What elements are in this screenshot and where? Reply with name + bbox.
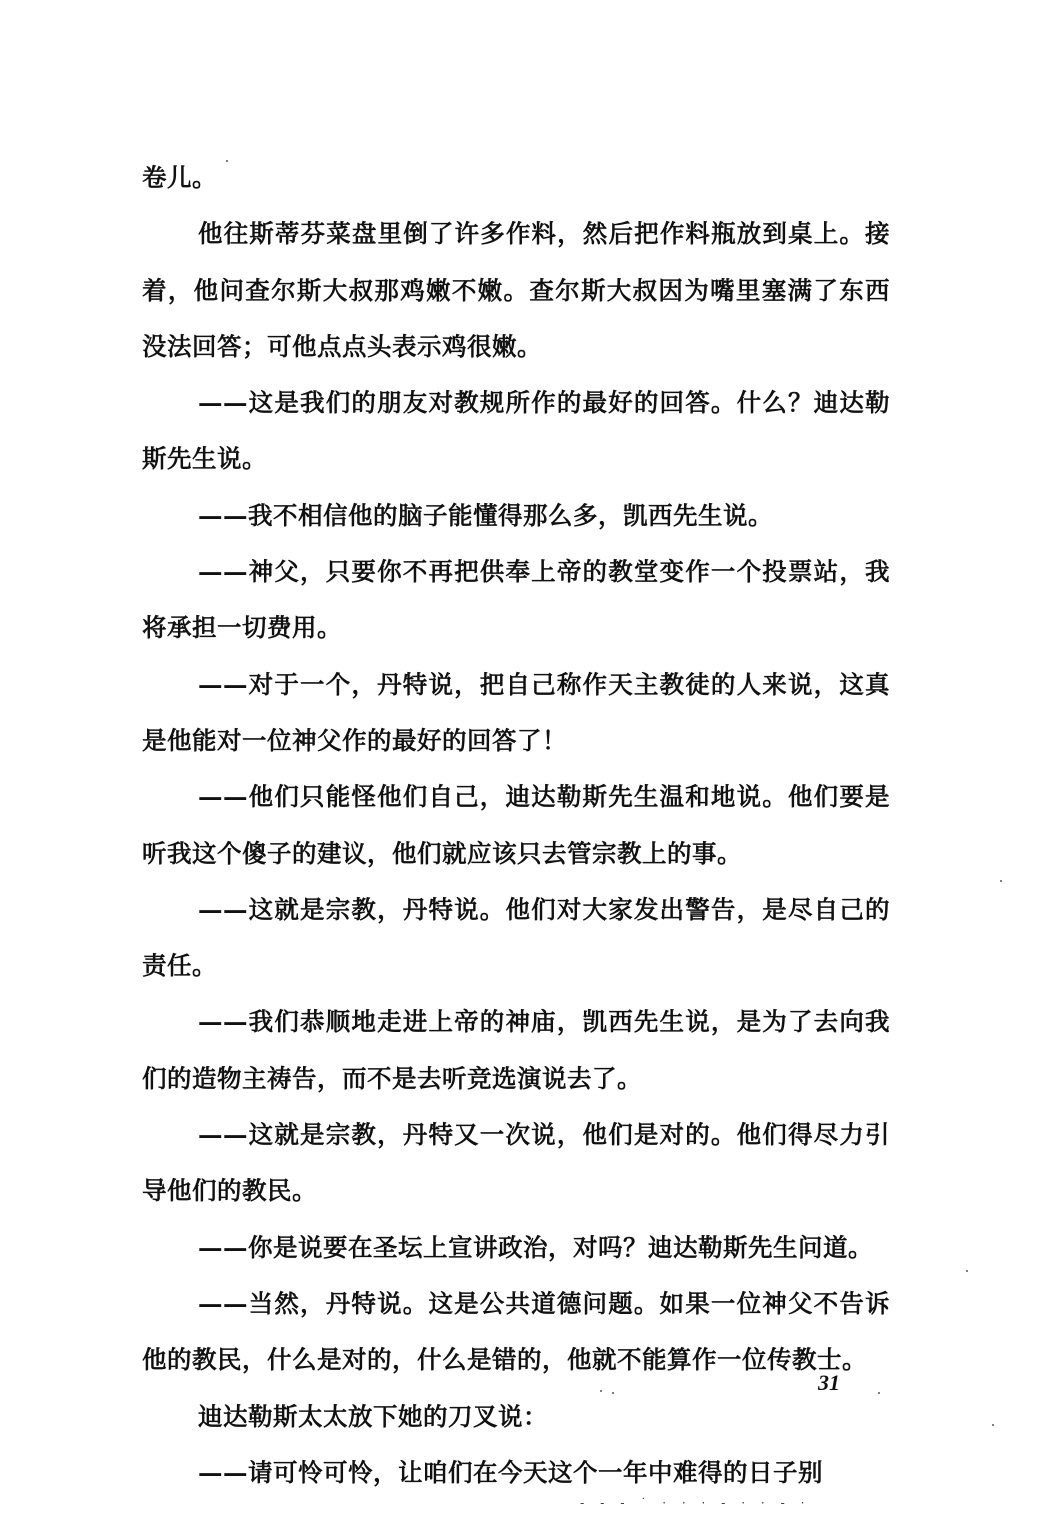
scan-speck bbox=[600, 1390, 602, 1392]
paragraph-2: 他往斯蒂芬菜盘里倒了许多作料，然后把作料瓶放到桌上。接着，他问查尔斯大叔那鸡嫩不嫩。查尔斯大叔因为嘴里塞满了东西没法回答；可他点点头表示鸡很嫩。 bbox=[142, 219, 890, 361]
scan-speck bbox=[992, 1424, 994, 1426]
paragraph-8: ——这就是宗教，丹特说。他们对大家发出警告，是尽自己的责任。 bbox=[142, 894, 890, 981]
paragraph-6: ——对于一个，丹特说，把自己称作天主教徒的人来说，这真是他能对一位神父作的最好的回答了！ bbox=[142, 669, 890, 755]
page-number: 31 bbox=[818, 1370, 840, 1395]
scan-speck bbox=[966, 1270, 968, 1272]
paragraph-12: ——当然，丹特说。这是公共道德问题。如果一位神父不告诉他的教民，什么是对的，什么是错的，他就不能算作一位传教士。 bbox=[142, 1288, 890, 1375]
scan-speck bbox=[612, 1392, 614, 1394]
scan-speck bbox=[1000, 880, 1002, 882]
paragraph-7: ——他们只能怪他们自己，迪达勒斯先生温和地说。他们要是听我这个傻子的建议，他们就应该只去管宗教上的事。 bbox=[142, 782, 890, 868]
paragraph-4: ——我不相信他的脑子能懂得那么多，凯西先生说。 bbox=[198, 500, 773, 530]
paragraph-11: ——你是说要在圣坛上宣讲政治，对吗？迪达勒斯先生问道。 bbox=[198, 1232, 873, 1262]
paragraph-5: ——神父，只要你不再把供奉上帝的教堂变作一个投票站，我将承担一切费用。 bbox=[142, 557, 890, 643]
paragraph-13: 迪达勒斯太太放下她的刀叉说： bbox=[198, 1401, 548, 1431]
body-text bbox=[142, 150, 890, 1501]
scan-speck bbox=[878, 1392, 880, 1394]
paragraph-14: ——请可怜可怜，让咱们在今天这个一年中难得的日子别 bbox=[198, 1457, 823, 1487]
scan-artifact-row: ‐ ‐ ‐ ˙ · · · ‐ · · ‐ · bbox=[580, 1496, 811, 1510]
paragraph-3: ——这是我们的朋友对教规所作的最好的回答。什么？迪达勒斯先生说。 bbox=[142, 388, 890, 474]
paragraph-9: ——我们恭顺地走进上帝的神庙，凯西先生说，是为了去向我们的造物主祷告，而不是去听竞选演说去了。 bbox=[142, 1007, 890, 1093]
paragraph-10: ——这就是宗教，丹特又一次说，他们是对的。他们得尽力引导他们的教民。 bbox=[142, 1120, 890, 1206]
paragraph-1: 卷儿。 bbox=[142, 163, 217, 192]
scan-speck bbox=[226, 160, 228, 162]
